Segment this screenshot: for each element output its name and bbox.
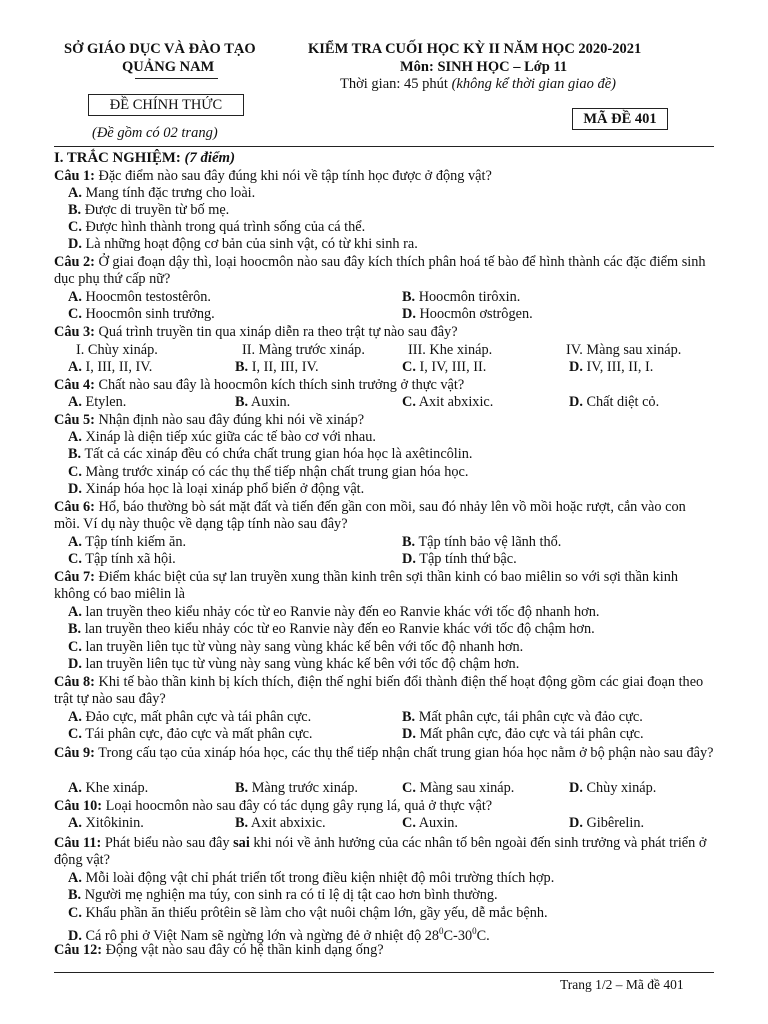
q3-item-2: II. Màng trước xináp. xyxy=(242,342,365,358)
footer-divider xyxy=(54,972,714,973)
question-11: Câu 11: Phát biểu nào sau đây sai khi nói về ảnh hưởng của các nhân tố bên ngoài đến sinh trưởng và phát triển ở động vật? xyxy=(54,835,707,868)
option-9a[interactable]: A. Khe xináp. xyxy=(68,780,149,796)
option-3a[interactable]: A. I, III, II, IV. xyxy=(68,359,153,375)
option-5c[interactable]: C. Màng trước xináp có các thụ thể tiếp nhận chất trung gian hóa học. xyxy=(68,464,469,480)
question-12: Câu 12: Động vật nào sau đây có hệ thần kinh dạng ống? xyxy=(54,942,384,958)
option-3d[interactable]: D. IV, III, II, I. xyxy=(569,359,654,375)
option-9b[interactable]: B. Màng trước xináp. xyxy=(235,780,358,796)
option-8b[interactable]: B. Mất phân cực, tái phân cực và đảo cực. xyxy=(402,709,643,725)
province-name: QUẢNG NAM xyxy=(122,59,215,75)
option-11d[interactable]: D. Cá rô phi ở Việt Nam sẽ ngừng lớn và ngừng đẻ ở nhiệt độ $28^0C-30^0C$. xyxy=(68,926,490,944)
option-10a[interactable]: A. Xitôkinin. xyxy=(68,815,144,831)
pages-note: (Đề gồm có 02 trang) xyxy=(92,125,218,141)
option-4b[interactable]: B. Auxin. xyxy=(235,394,291,410)
option-9c[interactable]: C. Màng sau xináp. xyxy=(402,780,515,796)
option-10b[interactable]: B. Axit abxixic. xyxy=(235,815,326,831)
option-5a[interactable]: A. Xináp là diện tiếp xúc giữa các tế bào cơ với nhau. xyxy=(68,429,376,445)
section-title: I. TRẮC NGHIỆM: (7 điểm) xyxy=(54,150,235,166)
option-7c[interactable]: C. lan truyền liên tục từ vùng này sang vùng khác kế bên với tốc độ nhanh hơn. xyxy=(68,639,524,655)
question-3: Câu 3: Quá trình truyền tin qua xináp diễn ra theo trật tự nào sau đây? xyxy=(54,324,458,340)
question-1: Câu 1: Đặc điểm nào sau đây đúng khi nói về tập tính học được ở động vật? xyxy=(54,168,492,184)
q3-item-1: I. Chùy xináp. xyxy=(76,342,158,358)
question-4: Câu 4: Chất nào sau đây là hoocmôn kích thích sinh trưởng ở thực vật? xyxy=(54,377,465,393)
official-exam-box: ĐỀ CHÍNH THỨC xyxy=(88,94,244,116)
option-11a[interactable]: A. Mỗi loài động vật chỉ phát triển tốt trong điều kiện nhiệt độ môi trường thích hợp. xyxy=(68,870,555,886)
q3-item-3: III. Khe xináp. xyxy=(408,342,493,358)
option-10c[interactable]: C. Auxin. xyxy=(402,815,459,831)
option-1a[interactable]: A. Mang tính đặc trưng cho loài. xyxy=(68,185,256,201)
option-4d[interactable]: D. Chất diệt cỏ. xyxy=(569,394,660,410)
option-6a[interactable]: A. Tập tính kiếm ăn. xyxy=(68,534,187,550)
exam-time: Thời gian: 45 phút (không kể thời gian giao đề) xyxy=(340,76,616,92)
option-8c[interactable]: C. Tái phân cực, đảo cực và mất phân cực. xyxy=(68,726,313,742)
option-7b[interactable]: B. lan truyền theo kiểu nhảy cóc từ eo Ranvie này đến eo Ranvie khác với tốc độ chậm hơn. xyxy=(68,621,595,637)
option-8a[interactable]: A. Đảo cực, mất phân cực và tái phân cực. xyxy=(68,709,312,725)
page-footer: Trang 1/2 – Mã đề 401 xyxy=(560,977,684,992)
question-7: Câu 7: Điểm khác biệt của sự lan truyền xung thần kinh trên sợi thần kinh có bao miêlin so với sợi thần kinh không có bao miêlin là xyxy=(54,569,679,602)
question-10: Câu 10: Loại hoocmôn nào sau đây có tác dụng gây rụng lá, quả ở thực vật? xyxy=(54,798,493,814)
question-6: Câu 6: Hổ, báo thường bò sát mặt đất và tiến đến gần con mồi, sau đó nhảy lên vồ mồi hoặc rượt, cắn vào con mồi. Ví dụ này thuộc về dạng tập tính nào sau đây? xyxy=(54,499,686,532)
option-7a[interactable]: A. lan truyền theo kiểu nhảy cóc từ eo Ranvie này đến eo Ranvie khác với tốc độ nhanh hơn. xyxy=(68,604,600,620)
option-2a[interactable]: A. Hoocmôn testostêrôn. xyxy=(68,289,211,305)
option-1d[interactable]: D. Là những hoạt động cơ bản của sinh vật, có từ khi sinh ra. xyxy=(68,236,418,252)
option-2d[interactable]: D. Hoocmôn ơstrôgen. xyxy=(402,306,533,322)
option-6c[interactable]: C. Tập tính xã hội. xyxy=(68,551,176,567)
option-6d[interactable]: D. Tập tính thứ bậc. xyxy=(402,551,517,567)
question-8: Câu 8: Khi tế bào thần kinh bị kích thích, điện thế nghỉ biến đổi thành điện thế hoạt động gồm các giai đoạn theo trật tự nào sau đây? xyxy=(54,674,704,707)
option-7d[interactable]: D. lan truyền liên tục từ vùng này sang vùng khác kế bên với tốc độ chậm hơn. xyxy=(68,656,520,672)
option-3b[interactable]: B. I, II, III, IV. xyxy=(235,359,319,375)
header-underline xyxy=(135,78,218,79)
option-6b[interactable]: B. Tập tính bảo vệ lãnh thổ. xyxy=(402,534,562,550)
question-2: Câu 2: Ở giai đoạn dậy thì, loại hoocmôn nào sau đây kích thích phân hoá tế bào để hình thành các đặc điểm sinh dục phụ thứ cấp nữ? xyxy=(54,254,706,287)
option-1c[interactable]: C. Được hình thành trong quá trình sống của cá thể. xyxy=(68,219,366,235)
option-10d[interactable]: D. Gibêrelin. xyxy=(569,815,645,831)
option-3c[interactable]: C. I, IV, III, II. xyxy=(402,359,487,375)
option-1b[interactable]: B. Được di truyền từ bố mẹ. xyxy=(68,202,230,218)
q3-item-4: IV. Màng sau xináp. xyxy=(566,342,682,358)
exam-code-box: MÃ ĐỀ 401 xyxy=(572,108,668,130)
option-11c[interactable]: C. Khẩu phần ăn thiếu prôtêin sẽ làm cho vật nuôi chậm lớn, gầy yếu, dễ mắc bệnh. xyxy=(68,905,548,921)
option-11b[interactable]: B. Người mẹ nghiện ma túy, con sinh ra có tỉ lệ dị tật cao hơn bình thường. xyxy=(68,887,498,903)
option-8d[interactable]: D. Mất phân cực, đảo cực và tái phân cực. xyxy=(402,726,644,742)
option-4a[interactable]: A. Etylen. xyxy=(68,394,127,410)
department-name: SỞ GIÁO DỤC VÀ ĐÀO TẠO xyxy=(64,41,256,57)
option-2c[interactable]: C. Hoocmôn sinh trưởng. xyxy=(68,306,215,322)
option-5d[interactable]: D. Xináp hóa học là loại xináp phổ biến ở động vật. xyxy=(68,481,365,497)
option-9d[interactable]: D. Chùy xináp. xyxy=(569,780,657,796)
header-divider xyxy=(54,146,714,147)
exam-subject: Môn: SINH HỌC – Lớp 11 xyxy=(400,59,568,75)
option-4c[interactable]: C. Axit abxixic. xyxy=(402,394,494,410)
option-5b[interactable]: B. Tất cả các xináp đều có chứa chất trung gian hóa học là axêtincôlin. xyxy=(68,446,473,462)
question-5: Câu 5: Nhận định nào sau đây đúng khi nói về xináp? xyxy=(54,412,365,428)
question-9: Câu 9: Trong cấu tạo của xináp hóa học, các thụ thể tiếp nhận chất trung gian hóa học nằm ở bộ phận nào sau đây? xyxy=(54,745,714,761)
option-2b[interactable]: B. Hoocmôn tirôxin. xyxy=(402,289,521,305)
exam-title: KIỂM TRA CUỐI HỌC KỲ II NĂM HỌC 2020-2021 xyxy=(308,41,642,57)
